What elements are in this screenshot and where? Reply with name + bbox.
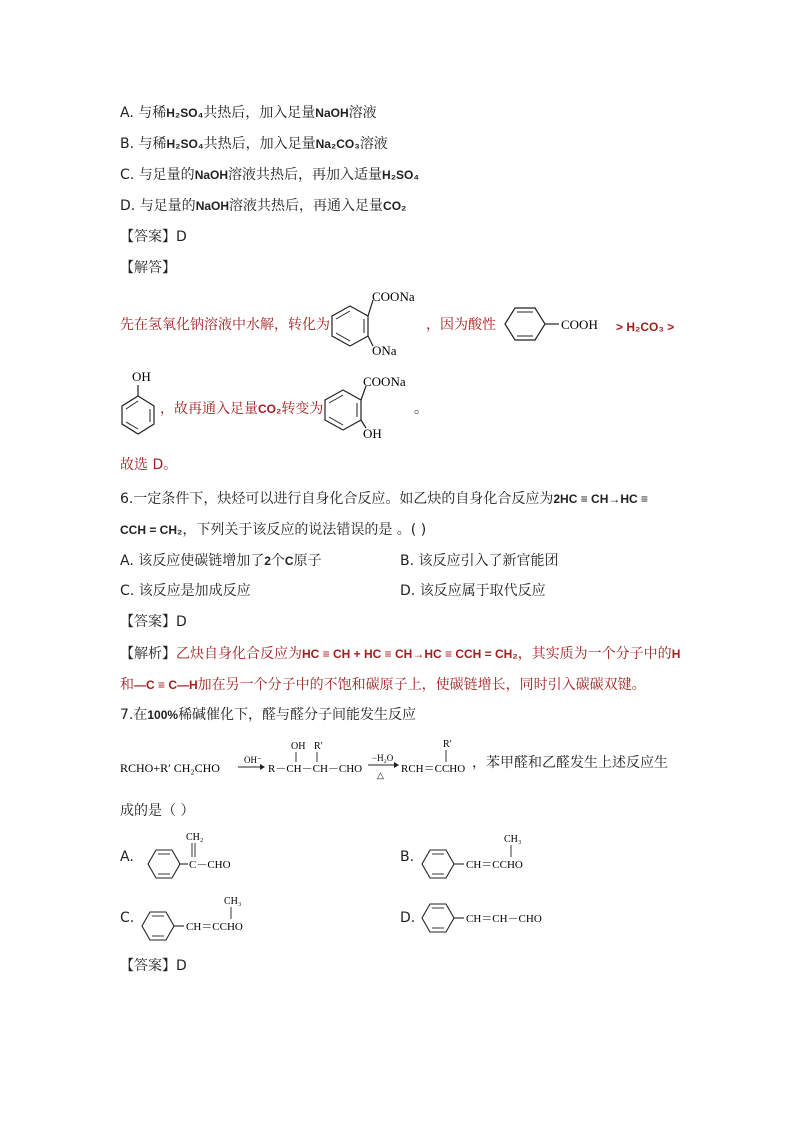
structure-sodium-salicylate-disodium (325, 284, 435, 364)
structure-label: CH₃ (224, 896, 242, 907)
analysis-text: ，故再通入足量 (160, 401, 258, 417)
option-text: 该反应是加成反应 (138, 583, 251, 599)
analysis-text: ，其实质为一个分子中的 (517, 646, 672, 662)
analysis-text: 乙炔自身化合反应为 (176, 646, 302, 662)
formula: CO₂ (258, 402, 282, 416)
intermediate-oh: OH (291, 741, 306, 752)
reaction-reactants: RCHO+R′ CH₂CHO (120, 761, 220, 775)
option-label: D. (400, 583, 416, 599)
q5-analysis-tag (120, 259, 176, 277)
formula: NaOH (194, 168, 229, 182)
option-text: 与足量的 (139, 198, 196, 214)
formula: H₂SO₄ (382, 168, 420, 182)
q7-option-d-structure (418, 888, 568, 946)
question-text: ，下列关于该反应的说法错误的是 。( ) (182, 522, 427, 538)
structure-label: OH (363, 426, 382, 441)
q6-option-b (400, 552, 559, 570)
structure-label: COONa (363, 374, 406, 389)
q5-acid-order: > H₂CO₃ > (616, 320, 675, 334)
structure-sodium-salicylate (318, 370, 428, 446)
option-text: 溶液共热后，再通入足量 (229, 198, 384, 214)
option-text: 与稀 (138, 136, 167, 152)
q6-stem-line-1 (120, 490, 648, 508)
q6-answer (120, 613, 187, 631)
q5-conclusion: 故选 D。 (120, 457, 178, 473)
q7-option-c-structure (138, 888, 268, 946)
equation: CCH = CH₂ (120, 523, 183, 537)
q5-option-c (120, 166, 419, 184)
option-text: 共热后，加入足量 (203, 105, 316, 121)
q5-analysis-text-1: 先在氢氧化钠溶液中水解，转化为 (120, 317, 330, 333)
structure-label: C－CHO (189, 859, 231, 871)
question-text: 一定条件下，炔烃可以进行自身化合反应。如乙炔的自身化合反应为 (133, 491, 554, 507)
formula: C (284, 554, 294, 568)
formula: NaOH (195, 199, 230, 213)
product-r: R′ (443, 739, 452, 750)
option-text: 溶液 (348, 105, 377, 121)
structure-label: COONa (372, 289, 415, 304)
option-label: B. (120, 136, 135, 152)
q6-option-d (400, 582, 546, 600)
q7-option-a-label: A. (120, 849, 134, 865)
q6-analysis-line-2 (120, 676, 646, 694)
analysis-text: 和 (120, 677, 134, 693)
q5-analysis-period: 。 (414, 401, 428, 417)
option-label: B. (400, 553, 415, 569)
option-text: 个 (270, 553, 285, 569)
structure-label: ONa (372, 343, 397, 358)
analysis-text: 转变为 (281, 401, 324, 417)
q7-stem-line-3: 成的是（ ） (120, 803, 195, 819)
formula: Na₂CO₃ (315, 137, 360, 151)
answer-tag: 【答案】 (120, 614, 176, 630)
option-text: 与稀 (138, 105, 167, 121)
q7-stem-line-2: ，苯甲醛和乙醛发生上述反应生 (472, 755, 668, 771)
reaction-intermediate: R－CH－CH－CHO (268, 763, 363, 775)
option-label: C. (120, 167, 135, 183)
structure-label: OH (132, 369, 151, 384)
option-text: 溶液共热后，再加入适量 (228, 167, 383, 183)
formula: 2 (264, 554, 271, 568)
structure-label: CH＝CH－CHO (466, 913, 542, 925)
q6-analysis-line-1 (120, 645, 680, 663)
analysis-text: 加在另一个分子中的不饱和碳原子上，使碳链增长，同时引入碳碳双键。 (197, 677, 646, 693)
q7-option-b-label: B. (400, 849, 415, 865)
q5-analysis-text-3 (160, 400, 323, 418)
option-text: 原子 (293, 553, 322, 569)
intermediate-r: R′ (314, 741, 323, 752)
option-text: 该反应属于取代反应 (419, 583, 546, 599)
question-text: 稀碱催化下，醛与醛分子间能发生反应 (178, 707, 417, 723)
formula: —C ≡ C—H (134, 678, 198, 692)
q7-option-b-structure (418, 826, 548, 884)
structure-label: CH₃ (504, 834, 522, 845)
aldol-reaction-scheme (118, 736, 478, 784)
option-text: 溶液 (359, 136, 388, 152)
q6-option-c (120, 582, 251, 600)
answer-value: D (176, 958, 187, 974)
equation: 2HC ≡ CH→HC ≡ (553, 492, 649, 506)
option-text: 该反应引入了新官能团 (418, 553, 559, 569)
question-text: 在 (133, 707, 148, 723)
formula: 100% (147, 708, 179, 722)
q5-answer (120, 228, 187, 246)
reaction-catalyst: OH⁻ (244, 755, 262, 765)
answer-value: D (176, 614, 187, 630)
q7-option-c-label: C. (120, 910, 135, 926)
q7-stem-line-1 (120, 706, 416, 724)
q7-answer (120, 957, 187, 975)
analysis-tag: 【解析】 (120, 646, 176, 662)
equation: HC ≡ CH + HC ≡ CH→HC ≡ CCH = CH₂ (302, 647, 518, 661)
structure-benzoic-acid (495, 304, 615, 344)
question-number: 6. (120, 491, 134, 507)
formula: H₂SO₄ (166, 137, 204, 151)
q7-option-d-label: D. (400, 910, 416, 926)
q5-option-d (120, 197, 406, 215)
structure-label: CH＝CCHO (466, 859, 523, 871)
option-label: C. (120, 583, 135, 599)
question-number: 7. (120, 707, 134, 723)
reaction-condition: −H₂O (372, 753, 394, 763)
formula: NaOH (315, 106, 349, 120)
answer-tag: 【答案】 (120, 229, 176, 245)
option-text: 与足量的 (138, 167, 195, 183)
structure-label: CH₂ (186, 832, 204, 843)
option-text: 共热后，加入足量 (203, 136, 316, 152)
q5-analysis-text-2: ，因为酸性 (426, 317, 496, 333)
q5-option-a (120, 104, 377, 122)
answer-value: D (176, 229, 187, 245)
option-label: A. (120, 553, 134, 569)
q7-option-a-structure (138, 826, 258, 884)
reaction-product: RCH＝CCHO (401, 763, 466, 775)
structure-label: CH＝CCHO (186, 921, 243, 933)
option-label: A. (120, 105, 134, 121)
q5-option-b (120, 135, 388, 153)
q6-stem-line-2 (120, 521, 426, 539)
structure-label: COOH (561, 317, 598, 332)
answer-tag: 【答案】 (120, 958, 176, 974)
formula: H (671, 647, 681, 661)
formula: CO₂ (383, 199, 407, 213)
reaction-condition: △ (377, 770, 384, 780)
option-text: 该反应使碳链增加了 (138, 553, 265, 569)
q6-option-a (120, 552, 322, 570)
option-label: D. (120, 198, 136, 214)
analysis-tag: 【解答】 (120, 260, 176, 276)
formula: H₂SO₄ (166, 106, 204, 120)
